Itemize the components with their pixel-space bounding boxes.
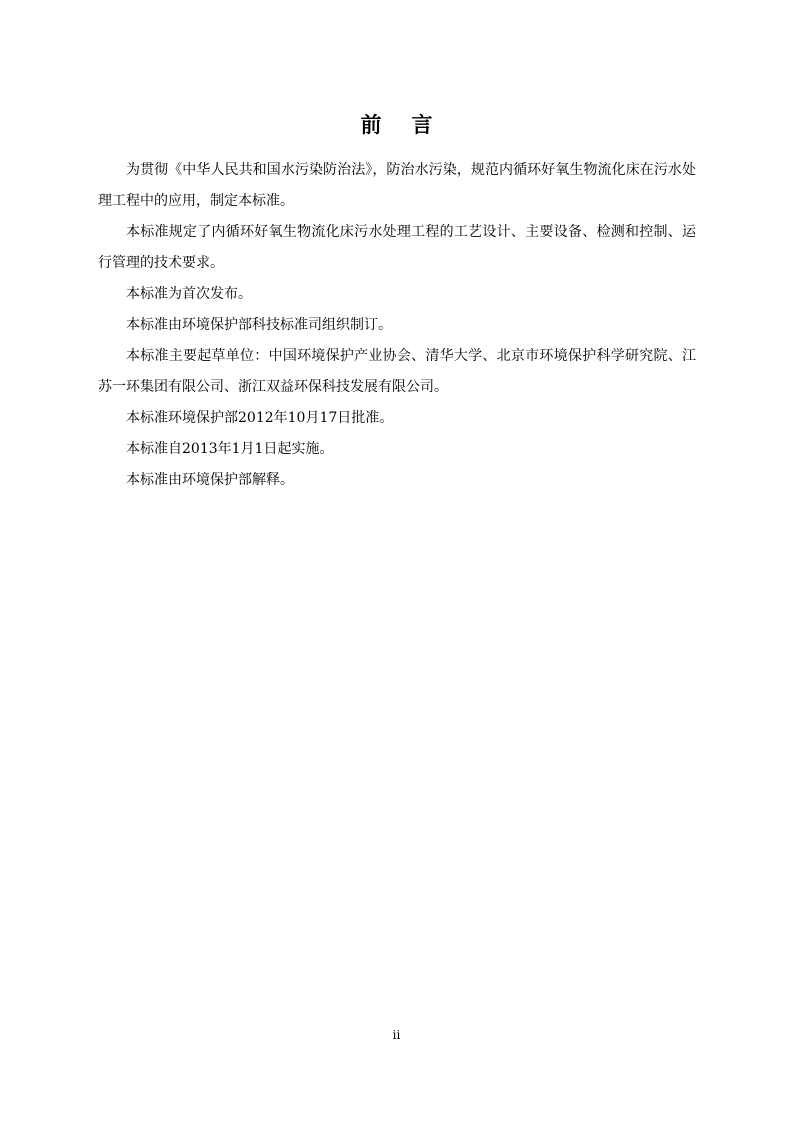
paragraph-drafters: 本标准主要起草单位：中国环境保护产业协会、清华大学、北京市环境保护科学研究院、江苏一环集团有限公司、浙江双益环保科技发展有限公司。 (98, 348, 696, 395)
paragraph-organizer: 本标准由环境保护部科技标准司组织制订。 (126, 317, 392, 333)
paragraph-purpose: 为贯彻《中华人民共和国水污染防治法》，防治水污染，规范内循环好氧生物流化床在污水处理工程中的应用，制定本标准。 (98, 162, 696, 209)
foreword-body (98, 155, 696, 496)
page-number: ii (392, 1028, 401, 1042)
page-title: 前言 (360, 113, 463, 137)
paragraph-interpretation: 本标准由环境保护部解释。 (126, 472, 294, 488)
paragraph-first-release: 本标准为首次发布。 (126, 286, 252, 302)
paragraph-approval: 本标准环境保护部2012年10月17日批准。 (126, 410, 394, 426)
paragraph-scope: 本标准规定了内循环好氧生物流化床污水处理工程的工艺设计、主要设备、检测和控制、运行管理的技术要求。 (98, 224, 696, 271)
paragraph-effective-date: 本标准自2013年1月1日起实施。 (126, 441, 334, 457)
